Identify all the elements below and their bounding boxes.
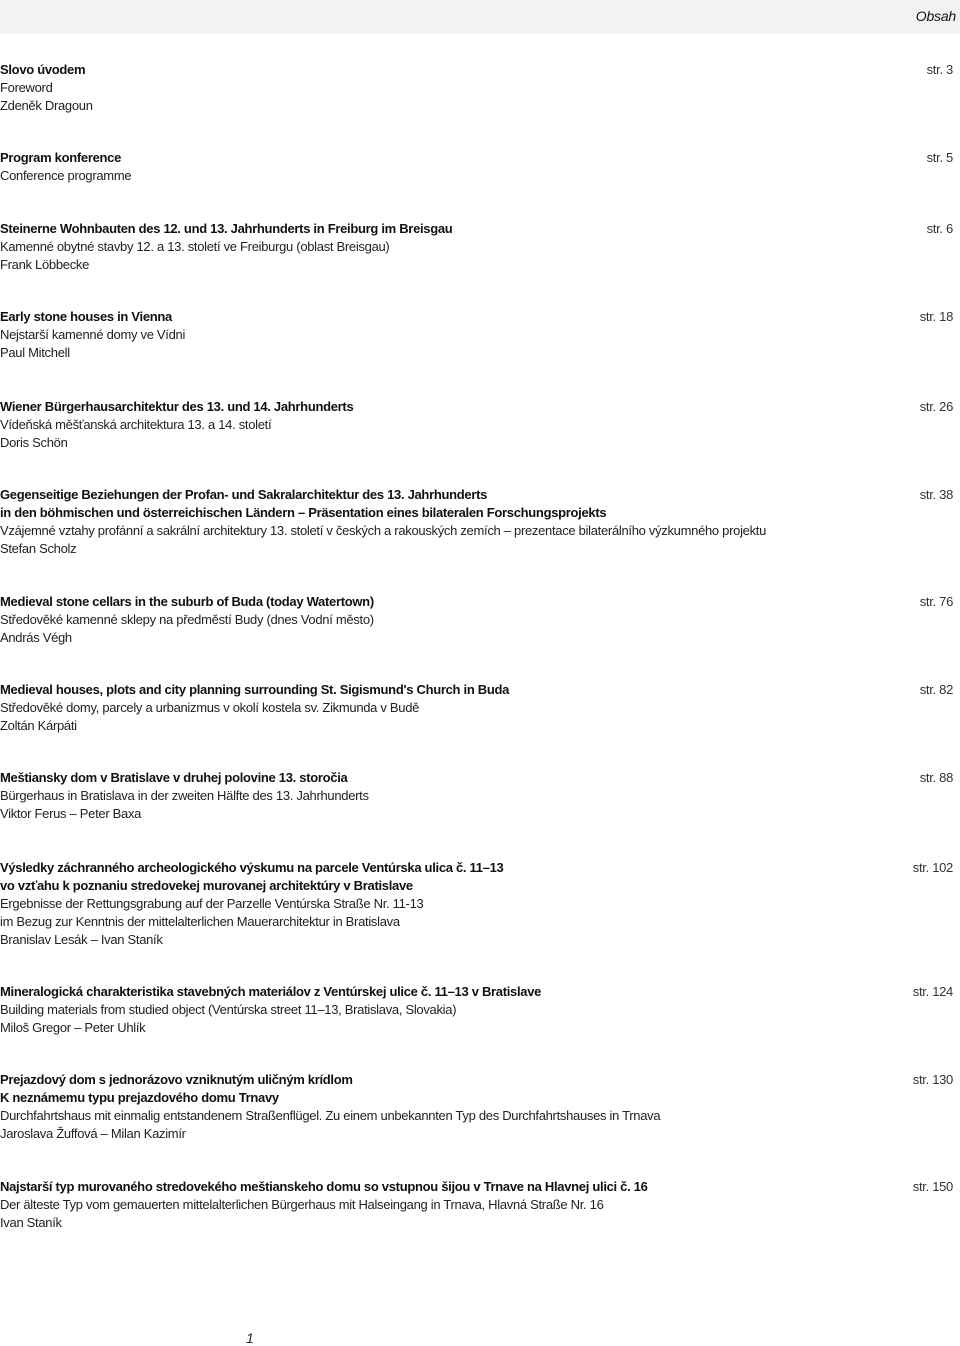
toc-entry bbox=[0, 983, 960, 1037]
entry-title: Early stone houses in Vienna bbox=[0, 309, 172, 324]
entry-subtitle: Kamenné obytné stavby 12. a 13. století ve Freiburgu (oblast Breisgau) bbox=[0, 239, 390, 254]
entry-page-ref: str. 18 bbox=[919, 309, 953, 324]
entry-author: Doris Schön bbox=[0, 435, 68, 450]
entry-page-ref: str. 130 bbox=[912, 1072, 953, 1087]
entry-author: Paul Mitchell bbox=[0, 345, 70, 360]
entry-page-ref: str. 124 bbox=[912, 984, 953, 999]
entry-title: Steinerne Wohnbauten des 12. und 13. Jahrhunderts in Freiburg im Breisgau bbox=[0, 221, 453, 236]
entry-title-continued: K neznámemu typu prejazdového domu Trnavy bbox=[0, 1090, 279, 1105]
entry-page-ref: str. 82 bbox=[919, 682, 953, 697]
entry-title: Mineralogická charakteristika stavebných materiálov z Ventúrskej ulice č. 11–13 v Bratislave bbox=[0, 984, 542, 999]
toc-entry bbox=[0, 486, 960, 558]
entry-author: Ivan Staník bbox=[0, 1215, 62, 1230]
toc-entry bbox=[0, 398, 960, 452]
entry-title: Prejazdový dom s jednorázovo vzniknutým uličným krídlom bbox=[0, 1072, 353, 1087]
page-number: 1 bbox=[246, 1330, 254, 1346]
entry-subtitle-continued: im Bezug zur Kenntnis der mittelalterlichen Mauerarchitektur in Bratislava bbox=[0, 914, 400, 929]
entry-page-ref: str. 5 bbox=[926, 150, 953, 165]
entry-title: Medieval stone cellars in the suburb of Buda (today Watertown) bbox=[0, 594, 374, 609]
entry-author: Miloš Gregor – Peter Uhlík bbox=[0, 1020, 146, 1035]
entry-title-continued: vo vzťahu k poznaniu stredovekej murovanej architektúry v Bratislave bbox=[0, 878, 413, 893]
toc-entry bbox=[0, 681, 960, 735]
entry-subtitle: Building materials from studied object (Ventúrska street 11–13, Bratislava, Slovakia) bbox=[0, 1002, 457, 1017]
entry-title: Program konference bbox=[0, 150, 122, 165]
toc-entry bbox=[0, 859, 960, 949]
toc-entry bbox=[0, 220, 960, 274]
entry-subtitle: Bürgerhaus in Bratislava in der zweiten Hälfte des 13. Jahrhunderts bbox=[0, 788, 369, 803]
entry-author: Frank Löbbecke bbox=[0, 257, 90, 272]
entry-page-ref: str. 150 bbox=[912, 1179, 953, 1194]
entry-page-ref: str. 26 bbox=[919, 399, 953, 414]
entry-subtitle: Vídeňská měšťanská architektura 13. a 14. století bbox=[0, 417, 272, 432]
entry-page-ref: str. 38 bbox=[919, 487, 953, 502]
toc-entry bbox=[0, 61, 960, 115]
entry-subtitle: Ergebnisse der Rettungsgrabung auf der Parzelle Ventúrska Straße Nr. 11-13 bbox=[0, 896, 424, 911]
entry-subtitle: Nejstarší kamenné domy ve Vídni bbox=[0, 327, 186, 342]
entry-title: Najstarší typ murovaného stredovekého meštianskeho domu so vstupnou šijou v Trnave na Hlavnej ulici č. 16 bbox=[0, 1179, 648, 1194]
entry-author: András Végh bbox=[0, 630, 72, 645]
toc-entry bbox=[0, 769, 960, 823]
entry-title: Slovo úvodem bbox=[0, 62, 86, 77]
entry-title-continued: in den böhmischen und österreichischen Ländern – Präsentation eines bilateralen Forschungsprojekts bbox=[0, 505, 607, 520]
entry-title: Gegenseitige Beziehungen der Profan- und Sakralarchitektur des 13. Jahrhunderts bbox=[0, 487, 488, 502]
header-bar bbox=[0, 0, 960, 34]
entry-author: Viktor Ferus – Peter Baxa bbox=[0, 806, 142, 821]
toc-entry bbox=[0, 593, 960, 647]
toc-entry bbox=[0, 149, 960, 185]
entry-subtitle: Středověké domy, parcely a urbanizmus v okolí kostela sv. Zikmunda v Budě bbox=[0, 700, 420, 715]
toc-entry bbox=[0, 308, 960, 362]
entry-subtitle: Vzájemné vztahy profánní a sakrální architektury 13. století v českých a rakouských zemích – prezentace bilaterálního výzkumného projektu bbox=[0, 523, 767, 538]
page-title: Obsah bbox=[915, 8, 956, 24]
entry-page-ref: str. 76 bbox=[919, 594, 953, 609]
entry-author: Branislav Lesák – Ivan Staník bbox=[0, 932, 163, 947]
entry-author: Zoltán Kárpáti bbox=[0, 718, 77, 733]
entry-subtitle: Conference programme bbox=[0, 168, 132, 183]
entry-title: Výsledky záchranného archeologického výskumu na parcele Ventúrska ulica č. 11–13 bbox=[0, 860, 504, 875]
entry-title: Medieval houses, plots and city planning surrounding St. Sigismund's Church in Buda bbox=[0, 682, 510, 697]
entry-page-ref: str. 88 bbox=[919, 770, 953, 785]
entry-title: Wiener Bürgerhausarchitektur des 13. und 14. Jahrhunderts bbox=[0, 399, 354, 414]
entry-author: Stefan Scholz bbox=[0, 541, 77, 556]
entry-author: Zdeněk Dragoun bbox=[0, 98, 93, 113]
entry-page-ref: str. 102 bbox=[912, 860, 953, 875]
entry-page-ref: str. 3 bbox=[926, 62, 953, 77]
toc-entry bbox=[0, 1071, 960, 1143]
entry-author: Jaroslava Žuffová – Milan Kazimír bbox=[0, 1126, 186, 1141]
entry-title: Meštiansky dom v Bratislave v druhej polovine 13. storočia bbox=[0, 770, 348, 785]
entry-subtitle: Durchfahrtshaus mit einmalig entstandenem Straßenflügel. Zu einem unbekannten Typ des Durchfahrtshauses in Trnava bbox=[0, 1108, 661, 1123]
toc-entry bbox=[0, 1178, 960, 1232]
entry-subtitle: Středověké kamenné sklepy na předměstí Budy (dnes Vodní město) bbox=[0, 612, 374, 627]
entry-subtitle: Foreword bbox=[0, 80, 53, 95]
entry-page-ref: str. 6 bbox=[926, 221, 953, 236]
entry-subtitle: Der älteste Typ vom gemauerten mittelalterlichen Bürgerhaus mit Halseingang in Trnava, Hlavná Straße Nr. 16 bbox=[0, 1197, 604, 1212]
